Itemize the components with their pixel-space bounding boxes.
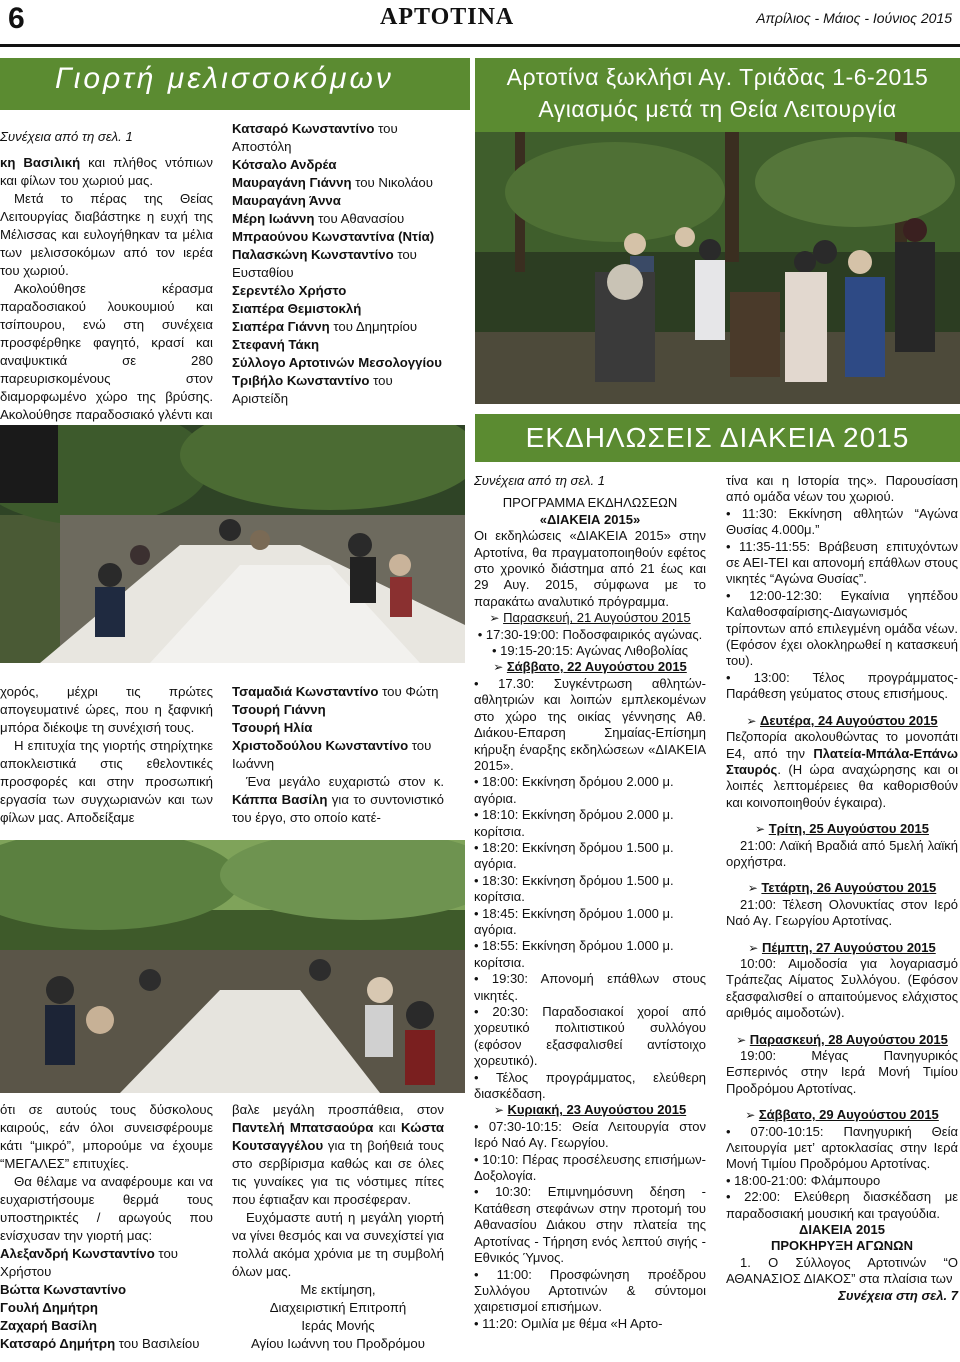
games-item-1: 1. Ο Σύλλογος Αρτοτινών “Ο ΑΘΑΝΑΣΙΟΣ ΔΙΑΚΟΣ” στα πλαίσια των [726, 1254, 958, 1287]
day-fri-21: Παρασκευή, 21 Αυγούστου 2015 [503, 610, 691, 626]
sponsor-name: Γουλή Δημήτρη [0, 1300, 98, 1315]
sponsor-name: Κατσαρό Δημήτρη [0, 1336, 116, 1351]
sponsor-extra: του Δημητρίου [329, 319, 418, 334]
sponsor-name: Μαυραγάνη Γιάννη [232, 175, 352, 190]
event-item: • 22:00: Ελεύθερη διασκέδαση με παραδοσιακή μουσική και τραγούδια. [726, 1189, 958, 1221]
event-item: • 18:00-21:00: Φλάμπουρο [726, 1172, 881, 1188]
sponsor-item [232, 210, 444, 228]
sponsor-item [232, 701, 444, 719]
sponsor-list-mid [232, 683, 444, 827]
event-item: • 13:00: Τέλος προγράμματος-Παράθεση γεύματος στους επισήμους. [726, 669, 958, 702]
paragraph-6: ότι σε αυτούς τους δύσκολους καιρούς, εάν όλοι συνεισφέρουμε κάτι “μικρό”, μπορούμε να έχουμε “ΜΕΓΑΛΕΣ” επιτυχίες. [0, 1102, 213, 1171]
arrow-bullet-icon: ➢ [493, 660, 504, 675]
event-item: • 12:00-12:30: Εγκαίνια γηπέδου Καλαθοσφαίρισης-Διαγωνισμός τρίποντων από επιλεγμένη ομάδα νέων. (Εφόσον έχει ολοκληρωθεί η κατασκευή του). [726, 587, 958, 669]
sponsor-item [232, 228, 444, 246]
sponsor-name: Χριστοδούλου Κωνσταντίνο [232, 738, 409, 753]
header-rule [0, 44, 960, 47]
issue-date: Απρίλιος - Μάιος - Ιούνιος 2015 [756, 10, 952, 26]
day-fri-28: Παρασκευή, 28 Αυγούστου 2015 [749, 1031, 948, 1047]
event-item: • 07:00-10:15: Πανηγυρική Θεία Λειτουργία μετ’ αρτοκλασίας στην Ιερά Μονή Τιμίου Προδρόμου Αρτοτίνας. [726, 1123, 958, 1172]
event-item: • Τέλος προγράμματος, ελεύθερη διασκέδαση. [474, 1069, 706, 1102]
arrow-bullet-icon: ➢ [736, 1032, 747, 1047]
sponsor-name: Στεφανή Τάκη [232, 337, 320, 352]
event-item: • 19:15-20:15: Αγώνας Λιθοβολίας [492, 643, 688, 659]
day-sat-22: Σάββατο, 22 Αυγούστου 2015 [506, 659, 687, 675]
event-item: 21:00: Τέλεση Ολονυκτίας στον Ιερό Ναό Αγ. Γεωργίου Αρτοτίνας. [726, 896, 958, 929]
continued-from-program: Συνέχεια από τη σελ. 1 [474, 473, 605, 488]
event-item: • 17.30: Συγκέντρωση αθλητών-αθλητριών και λοιπών εμπλεκομένων στο χώρο της οικίας γέννησης Αθ. Διάκου-Επαρση Σημαίας-Επίσημη κήρυξη έναρξης εκδηλώσεων «ΔΙΑΚΕΙΑ 2015». [474, 675, 706, 773]
paragraph-7: Θα θέλαμε να αναφέρουμε και να ευχαριστήσουμε θερμά τους υποστηρικτές / αρωγούς που ενίσχυσαν την γιορτή μας: [0, 1174, 213, 1243]
sponsor-name: Σύλλογο Αρτοτινών Μεσολογγίου [232, 355, 442, 370]
sponsor-item [232, 354, 444, 372]
race-item: • 18:45: Εκκίνηση δρόμου 1.000 μ. αγόρια. [474, 905, 674, 937]
sponsor-extra: του Βασιλείου [115, 1336, 200, 1351]
chapel-title-line1: Αρτοτίνα ξωκλήσι Αγ. Τριάδας 1-6-2015 [506, 64, 929, 90]
left-col-middle [0, 683, 213, 827]
sponsor-extra: του Ιωάννη [232, 738, 432, 771]
signature-line-2: Διαχειριστική Επιτροπή [269, 1300, 407, 1315]
arrow-bullet-icon: ➢ [748, 940, 759, 955]
sponsor-item [232, 156, 444, 174]
day-sun-23: Κυριακή, 23 Αυγούστου 2015 [507, 1102, 687, 1118]
sponsor-item [232, 120, 444, 156]
sponsor-item [232, 683, 444, 701]
name-batsaouras: Παντελή Μπατσαούρα [232, 1120, 374, 1135]
hike-route: Πλατεία-Μπάλα-Επάνω Σταυρός [726, 745, 958, 777]
signature-line-4: Αγίου Ιωάννη του Προδρόμου [251, 1336, 425, 1351]
sponsor-extra: του Αριστείδη [232, 373, 393, 406]
event-item: • 10:10: Πέρας προσέλευσης επισήμων-Δοξολογία. [474, 1151, 706, 1184]
race-item: • 18:10: Εκκίνηση δρόμου 2.000 μ. κορίτσια. [474, 807, 674, 839]
program-col-2 [726, 473, 958, 1304]
name-vasiliki: κη Βασιλική [0, 155, 81, 170]
name-koutsaggelou: Κώστα Κουτσαγγέλου [232, 1120, 444, 1153]
sponsor-name: Κότσαλο Ανδρέα [232, 157, 337, 172]
arrow-bullet-icon: ➢ [745, 1108, 756, 1123]
thanks-paragraph [232, 773, 444, 827]
sponsor-name: Αλεξανδρή Κωνσταντίνο [0, 1246, 155, 1261]
event-item: τίνα και η Ιστορία της». Παρουσίαση από ομάδα νέων του χωριού. [726, 473, 958, 505]
sponsor-name: Μπραούνου Κωνσταντίνα (Ντία) [232, 229, 435, 244]
paragraph-3: Ακολούθησε κέρασμα παραδοσιακού λουκουμιού και τσίπουρου, ενώ στη συνέχεια προσφέρθηκε φαγητό, κρασί και αναψυκτικά σε 280 παρευρισκομένους στον διαμορφωμένο χώρο της βρύσης. Ακολούθησε παραδοσιακό γλέντι και [0, 281, 213, 422]
sponsor-item [232, 300, 444, 318]
sponsor-extra: του Φώτη [378, 684, 439, 699]
events-banner: ΕΚΔΗΛΩΣΕΙΣ ΔΙΑΚΕΙΑ 2015 [475, 414, 960, 462]
wish-paragraph: Ευχόμαστε αυτή η μεγάλη γιορτή να γίνει θεσμός και να συνεχίστεί για πολλά ακόμα χρόνια με τη συμβολή όλων μας. [232, 1210, 444, 1279]
sponsor-extra: του Χρήστου [0, 1246, 178, 1279]
paragraph-5: Η επιτυχία της γιορτής στηρίχτηκε αποκλειστικά στις εθελοντικές προσφορές και στην προσωπική εργασία των συγχωριανών και των φίλων μας. Αποδείξαμε [0, 738, 213, 825]
sponsor-item [232, 282, 444, 300]
arrow-bullet-icon: ➢ [747, 881, 758, 896]
signature-line-3: Ιεράς Μονής [301, 1318, 375, 1333]
event-item: • 20:30: Παραδοσιακοί χοροί από χορευτικό πολιτιστικού συλλόγου (εφόσον εξασφαλισθεί αντίστοιχο χορευτικό). [474, 1004, 706, 1069]
sponsor-item [232, 318, 444, 336]
event-item: • 11:00: Προσφώνηση προέδρου Συλλόγου Αρτοτινών & σύντομοι χαιρετισμοί επισήμων. [474, 1266, 706, 1315]
sponsor-name: Τριβήλο Κωνσταντίνο [232, 373, 370, 388]
sponsor-name: Ζαχαρή Βασίλη [0, 1318, 97, 1333]
sponsor-extra: του Αθανασίου [314, 211, 405, 226]
day-tue-25: Τρίτη, 25 Αυγούστου 2015 [768, 821, 929, 837]
sponsor-list-top [232, 120, 444, 408]
event-item: 21:00: Λαϊκή Βραδιά από 5μελή λαϊκή ορχήστρα. [726, 837, 958, 869]
day-thu-27: Πέμπτη, 27 Αυγούστου 2015 [761, 939, 936, 955]
race-item: • 18:20: Εκκίνηση δρόμου 1.500 μ. αγόρια. [474, 839, 674, 872]
sponsor-name: Σιαπέρα Θεμιστοκλή [232, 301, 362, 316]
sponsor-name: Σερεντέλο Χρήστο [232, 283, 347, 298]
program-col-1 [474, 473, 706, 1332]
blessing-ceremony-photo [475, 132, 960, 404]
sponsor-item [232, 372, 444, 408]
day-wed-26: Τετάρτη, 26 Αυγούστου 2015 [761, 880, 937, 896]
arrow-bullet-icon: ➢ [493, 1103, 504, 1118]
event-item: • 11:20: Ομιλία με θέμα «Η Αρτο- [474, 1315, 663, 1331]
sponsor-name: Τσαμαδιά Κωνσταντίνο [232, 684, 379, 699]
event-item: • 11:30: Εκκίνηση αθλητών “Αγώνα Θυσίας 4.000μ.” [726, 505, 958, 538]
hike-text-end: . (Η ώρα αναχώρησης και οι λοιπές λεπτομέρειες θα καθορισθούν και κοινοποιηθούν έγκαιρα). [726, 761, 958, 810]
sponsor-name: Κατσαρό Κωνσταντίνο [232, 121, 375, 136]
sponsor-item [0, 1335, 213, 1353]
race-item: • 18:30: Εκκίνηση δρόμου 1.500 μ. κορίτσια. [474, 872, 674, 905]
sponsor-name: Τσουρή Γιάννη [232, 702, 326, 717]
paragraph-1-rest: και πλήθος ντόπιων και φίλων του χωριού μας. [0, 155, 213, 188]
sponsor-item [232, 174, 444, 192]
sponsor-extra: του Ευσταθίου [232, 247, 417, 280]
arrow-bullet-icon: ➢ [755, 822, 766, 837]
chapel-title-line2: Αγιασμός μετά τη Θεία Λειτουργία [538, 96, 897, 122]
crowd-photo [0, 840, 465, 1093]
program-title: ΠΡΟΓΡΑΜΜΑ ΕΚΔΗΛΩΣΕΩΝ [502, 495, 678, 511]
sponsor-name: Τσουρή Ηλία [232, 720, 313, 735]
event-item: 19:00: Μέγας Πανηγυρικός Εσπερινός στην Ιερά Μονή Τιμίου Προδρόμου Αρτοτίνας. [726, 1048, 958, 1096]
event-item: • 11:35-11:55: Βράβευση επιτυχόντων σε ΑΕΙ-ΤΕΙ και απονομή επάθλων στους νικητές “Αγώνα Θυσίας”. [726, 538, 958, 587]
sponsor-name: Μέρη Ιωάννη [232, 211, 315, 226]
thanks-text-end: για το συντονιστικό του έργο, στο οποίο κατέ- [232, 792, 444, 825]
sponsor-name: Παλασκώνη Κωνσταντίνο [232, 247, 394, 262]
paragraph-2: Μετά το πέρας της Θείας Λειτουργίας διαβάστηκε η ευχή της Μέλισσας και ευλογήθηκαν τα μέλια των μελισσοκόμων από τον ιερέα του χωριού. [0, 191, 213, 278]
sponsor-name: Σιαπέρα Γιάννη [232, 319, 330, 334]
final-text-e: για τη βοήθειά τους στο σερβίρισμα καθώς και σε όλες τις γυναίκες για τις νόστιμες πίτες που έφτιαξαν και προσέφεραν. [232, 1138, 444, 1207]
day-sat-29: Σάββατο, 29 Αυγούστου 2015 [758, 1107, 939, 1123]
arrow-bullet-icon: ➢ [489, 611, 500, 626]
program-intro: Οι εκδηλώσεις «ΔΙΑΚΕΙΑ 2015» στην Αρτοτίνα, θα πραγματοποιηθούν εφέτος στο χρονικό διάστημα από 21 έως και 29 Αυγ. 2015, σύμφωνα με το παρακάτω αναλυτικό πρόγραμμα. [474, 528, 706, 609]
sponsor-item [232, 336, 444, 354]
sponsor-name: Μαυραγάνη Άννα [232, 193, 341, 208]
left-col-bottom [0, 1101, 213, 1353]
sponsor-item [0, 1245, 213, 1281]
hike-text: Πεζοπορία ακολουθώντας το μονοπάτι Ε4, από την [726, 729, 958, 761]
paragraph-4: χορός, μέχρι τις πρώτες απογευματινέ ώρες, που η ξαφνική μπόρα διέκοψε τη συνέχισή τους. [0, 684, 213, 735]
sponsor-item [232, 719, 444, 737]
event-item: • 19:30: Απονομή επάθλων στους νικητές. [474, 971, 706, 1003]
continued-from: Συνέχεια από τη σελ. 1 [0, 129, 133, 144]
final-text-c: και [373, 1120, 401, 1135]
arrow-bullet-icon: ➢ [746, 713, 757, 728]
sponsor-extra: του Αποστόλη [232, 121, 398, 154]
page-number: 6 [8, 2, 25, 35]
games-subtitle: ΠΡΟΚΗΡΥΞΗ ΑΓΩΝΩΝ [771, 1238, 913, 1254]
sponsor-item [232, 246, 444, 282]
day-mon-24: Δευτέρα, 24 Αυγούστου 2015 [760, 712, 938, 728]
sponsor-item [232, 192, 444, 210]
games-title: ΔΙΑΚΕΙΑ 2015 [799, 1222, 885, 1238]
event-item: • 10:30: Επιμνημόσυνη δέηση - Κατάθεση στεφάνων στην προτομή του Αθανασίου Διάκου στην πλατεία της Αρτοτίνας - Τήρηση ενός λεπτού σιγής - Εθνικός Ύμνος. [474, 1184, 706, 1266]
final-text-a: βαλε μεγάλη προσπάθεια, στον [232, 1102, 444, 1117]
signature-line-1: Με εκτίμηση, [300, 1282, 376, 1297]
race-item: • 18:55: Εκκίνηση δρόμου 1.000 μ. κορίτσια. [474, 938, 674, 970]
event-item: • 17:30-19:00: Ποδοσφαιρικός αγώνας. [477, 626, 703, 642]
sponsor-item [0, 1281, 213, 1299]
continued-to: Συνέχεια στη σελ. 7 [838, 1287, 958, 1303]
event-item: • 07:30-10:15: Θεία Λειτουργία στον Ιερό Ναό Αγ. Γεωργίου. [474, 1118, 706, 1151]
sponsor-name: Βώττα Κωνσταντίνο [0, 1282, 127, 1297]
sponsor-item [0, 1299, 213, 1317]
program-subtitle: «ΔΙΑΚΕΙΑ 2015» [539, 511, 641, 527]
thanks-text: Ένα μεγάλο ευχαριστώ στον κ. [246, 774, 444, 789]
newspaper-title: ΑΡΤΟΤΙΝΑ [380, 4, 515, 30]
sponsor-extra: του Νικολάου [351, 175, 433, 190]
left-col-top [0, 128, 213, 424]
event-item: 10:00: Αιμοδοσία για λογαριασμό Τράπεζας Αίματος Συλλόγου. (Εφόσον εξασφαλισθεί ο απαιτούμενος ελάχιστος αριθμός αιμοδοτών). [726, 955, 958, 1021]
race-item: • 18:00: Εκκίνηση δρόμου 2.000 μ. αγόρια. [474, 774, 674, 806]
festival-tables-photo [0, 425, 465, 663]
name-kappa: Κάππα Βασίλη [232, 792, 328, 807]
sponsor-item [0, 1317, 213, 1335]
beekeepers-title: Γιορτή μελισσοκόμων [55, 62, 394, 95]
left-col-b-bottom [232, 1101, 444, 1353]
sponsor-item [232, 737, 444, 773]
